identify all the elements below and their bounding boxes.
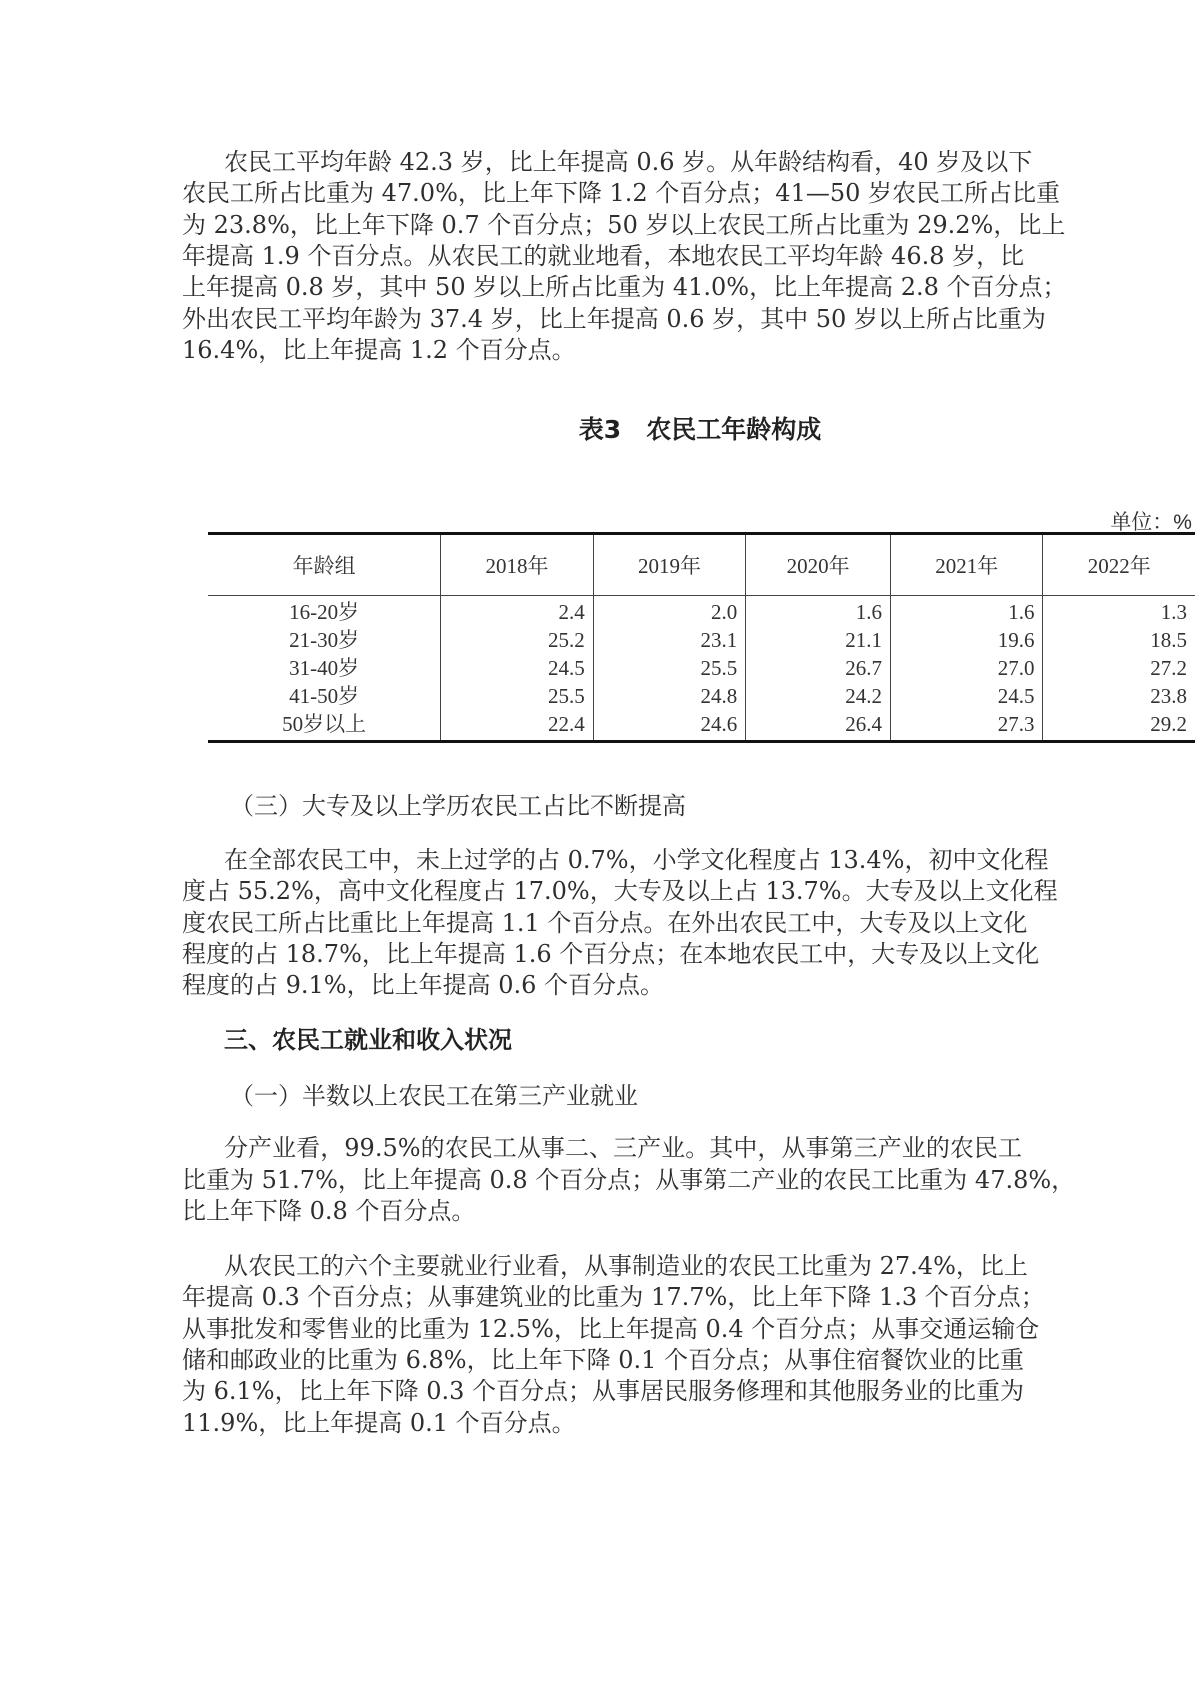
para-education-line: 在全部农民工中，未上过学的占 0.7%，小学文化程度占 13.4%，初中文化程 bbox=[224, 846, 1049, 874]
para-sectors-line: 从农民工的六个主要就业行业看，从事制造业的农民工比重为 27.4%，比上 bbox=[224, 1252, 1028, 1280]
para-sectors-line: 年提高 0.3 个百分点；从事建筑业的比重为 17.7%，比上年下降 1.3 个百分点； bbox=[182, 1283, 1045, 1312]
value-cell: 24.6 bbox=[593, 710, 746, 742]
age-group-cell: 50岁以上 bbox=[282, 712, 367, 736]
age-group-cell: 21-30岁 bbox=[289, 628, 360, 652]
column-header: 年龄组 bbox=[208, 534, 441, 596]
para-age-line: 外出农民工平均年龄为 37.4 岁，比上年提高 0.6 岁，其中 50 岁以上所占比重为 bbox=[182, 304, 1046, 333]
value-cell: 23.8 bbox=[1043, 682, 1195, 710]
para-education-line: 程度的占 18.7%，比上年提高 1.6 个百分点；在本地农民工中，大专及以上文化 bbox=[182, 939, 1040, 968]
value-cell: 25.5 bbox=[593, 654, 746, 682]
column-header: 2022年 bbox=[1043, 534, 1195, 596]
value-cell: 18.5 bbox=[1043, 626, 1195, 654]
age-group-cell: 31-40岁 bbox=[289, 656, 360, 680]
age-group-cell: 41-50岁 bbox=[289, 684, 360, 708]
section-heading: 三、农民工就业和收入状况 bbox=[224, 1026, 512, 1054]
age-structure-table bbox=[208, 532, 1195, 743]
table-row bbox=[208, 682, 1195, 710]
value-cell: 2.0 bbox=[593, 596, 746, 627]
para-age-line: 年提高 1.9 个百分点。从农民工的就业地看，本地农民工平均年龄 46.8 岁，比 bbox=[182, 241, 1025, 270]
value-cell: 22.4 bbox=[441, 710, 594, 742]
table-unit: 单位：% bbox=[1110, 511, 1192, 534]
value-cell: 25.2 bbox=[441, 626, 594, 654]
value-cell: 24.2 bbox=[746, 682, 891, 710]
table-row bbox=[208, 626, 1195, 654]
para-age-line: 农民工平均年龄 42.3 岁，比上年提高 0.6 岁。从年龄结构看，40 岁及以下 bbox=[224, 148, 1033, 176]
para-education-line: 度农民工所占比重比上年提高 1.1 个百分点。在外出农民工中，大专及以上文化 bbox=[182, 908, 1028, 937]
value-cell: 26.4 bbox=[746, 710, 891, 742]
para-age-line: 上年提高 0.8 岁，其中 50 岁以上所占比重为 41.0%，比上年提高 2.8 个百分点； bbox=[182, 273, 1067, 302]
age-group-cell: 16-20岁 bbox=[289, 600, 360, 624]
column-header: 2019年 bbox=[593, 534, 746, 596]
para-sectors-line: 为 6.1%，比上年下降 0.3 个百分点；从事居民服务修理和其他服务业的比重为 bbox=[182, 1377, 1025, 1406]
column-header: 2021年 bbox=[890, 534, 1043, 596]
para-education-line: 度占 55.2%，高中文化程度占 17.0%，大专及以上占 13.7%。大专及以上文化程 bbox=[182, 877, 1058, 906]
column-header: 2018年 bbox=[441, 534, 594, 596]
value-cell: 29.2 bbox=[1043, 710, 1195, 742]
value-cell: 27.0 bbox=[890, 654, 1043, 682]
table-title: 表3 农民工年龄构成 bbox=[578, 415, 822, 444]
value-cell: 21.1 bbox=[746, 626, 891, 654]
para-sectors-line: 储和邮政业的比重为 6.8%，比上年下降 0.1 个百分点；从事住宿餐饮业的比重 bbox=[182, 1345, 1025, 1374]
value-cell: 2.4 bbox=[441, 596, 594, 627]
para-sectors-line: 从事批发和零售业的比重为 12.5%，比上年提高 0.4 个百分点；从事交通运输仓 bbox=[182, 1314, 1040, 1343]
value-cell: 24.5 bbox=[890, 682, 1043, 710]
value-cell: 27.3 bbox=[890, 710, 1043, 742]
value-cell: 1.3 bbox=[1043, 596, 1195, 627]
table-row bbox=[208, 654, 1195, 682]
value-cell: 19.6 bbox=[890, 626, 1043, 654]
para-industry-line: 比重为 51.7%，比上年提高 0.8 个百分点；从事第二产业的农民工比重为 47.8%， bbox=[182, 1165, 1076, 1194]
table-row bbox=[208, 596, 1195, 627]
para-age-line: 16.4%，比上年提高 1.2 个百分点。 bbox=[182, 335, 576, 364]
value-cell: 24.8 bbox=[593, 682, 746, 710]
para-age-line: 农民工所占比重为 47.0%，比上年下降 1.2 个百分点；41—50 岁农民工所占比重 bbox=[182, 179, 1061, 208]
value-cell: 24.5 bbox=[441, 654, 594, 682]
para-sectors-line: 11.9%，比上年提高 0.1 个百分点。 bbox=[182, 1408, 576, 1437]
table-row bbox=[208, 710, 1195, 742]
value-cell: 1.6 bbox=[746, 596, 891, 627]
table-header-row bbox=[208, 534, 1195, 596]
value-cell: 25.5 bbox=[441, 682, 594, 710]
para-education-line: 程度的占 9.1%，比上年提高 0.6 个百分点。 bbox=[182, 971, 665, 1000]
value-cell: 27.2 bbox=[1043, 654, 1195, 682]
value-cell: 26.7 bbox=[746, 654, 891, 682]
value-cell: 1.6 bbox=[890, 596, 1043, 627]
subheading-education: （三）大专及以上学历农民工占比不断提高 bbox=[230, 792, 686, 820]
column-header: 2020年 bbox=[746, 534, 891, 596]
value-cell: 23.1 bbox=[593, 626, 746, 654]
para-industry-line: 分产业看，99.5%的农民工从事二、三产业。其中，从事第三产业的农民工 bbox=[224, 1134, 1022, 1162]
para-industry-line: 比上年下降 0.8 个百分点。 bbox=[182, 1197, 476, 1225]
subheading-industry: （一）半数以上农民工在第三产业就业 bbox=[230, 1082, 638, 1110]
para-age-line: 为 23.8%，比上年下降 0.7 个百分点；50 岁以上农民工所占比重为 29.2%，比上 bbox=[182, 210, 1066, 239]
